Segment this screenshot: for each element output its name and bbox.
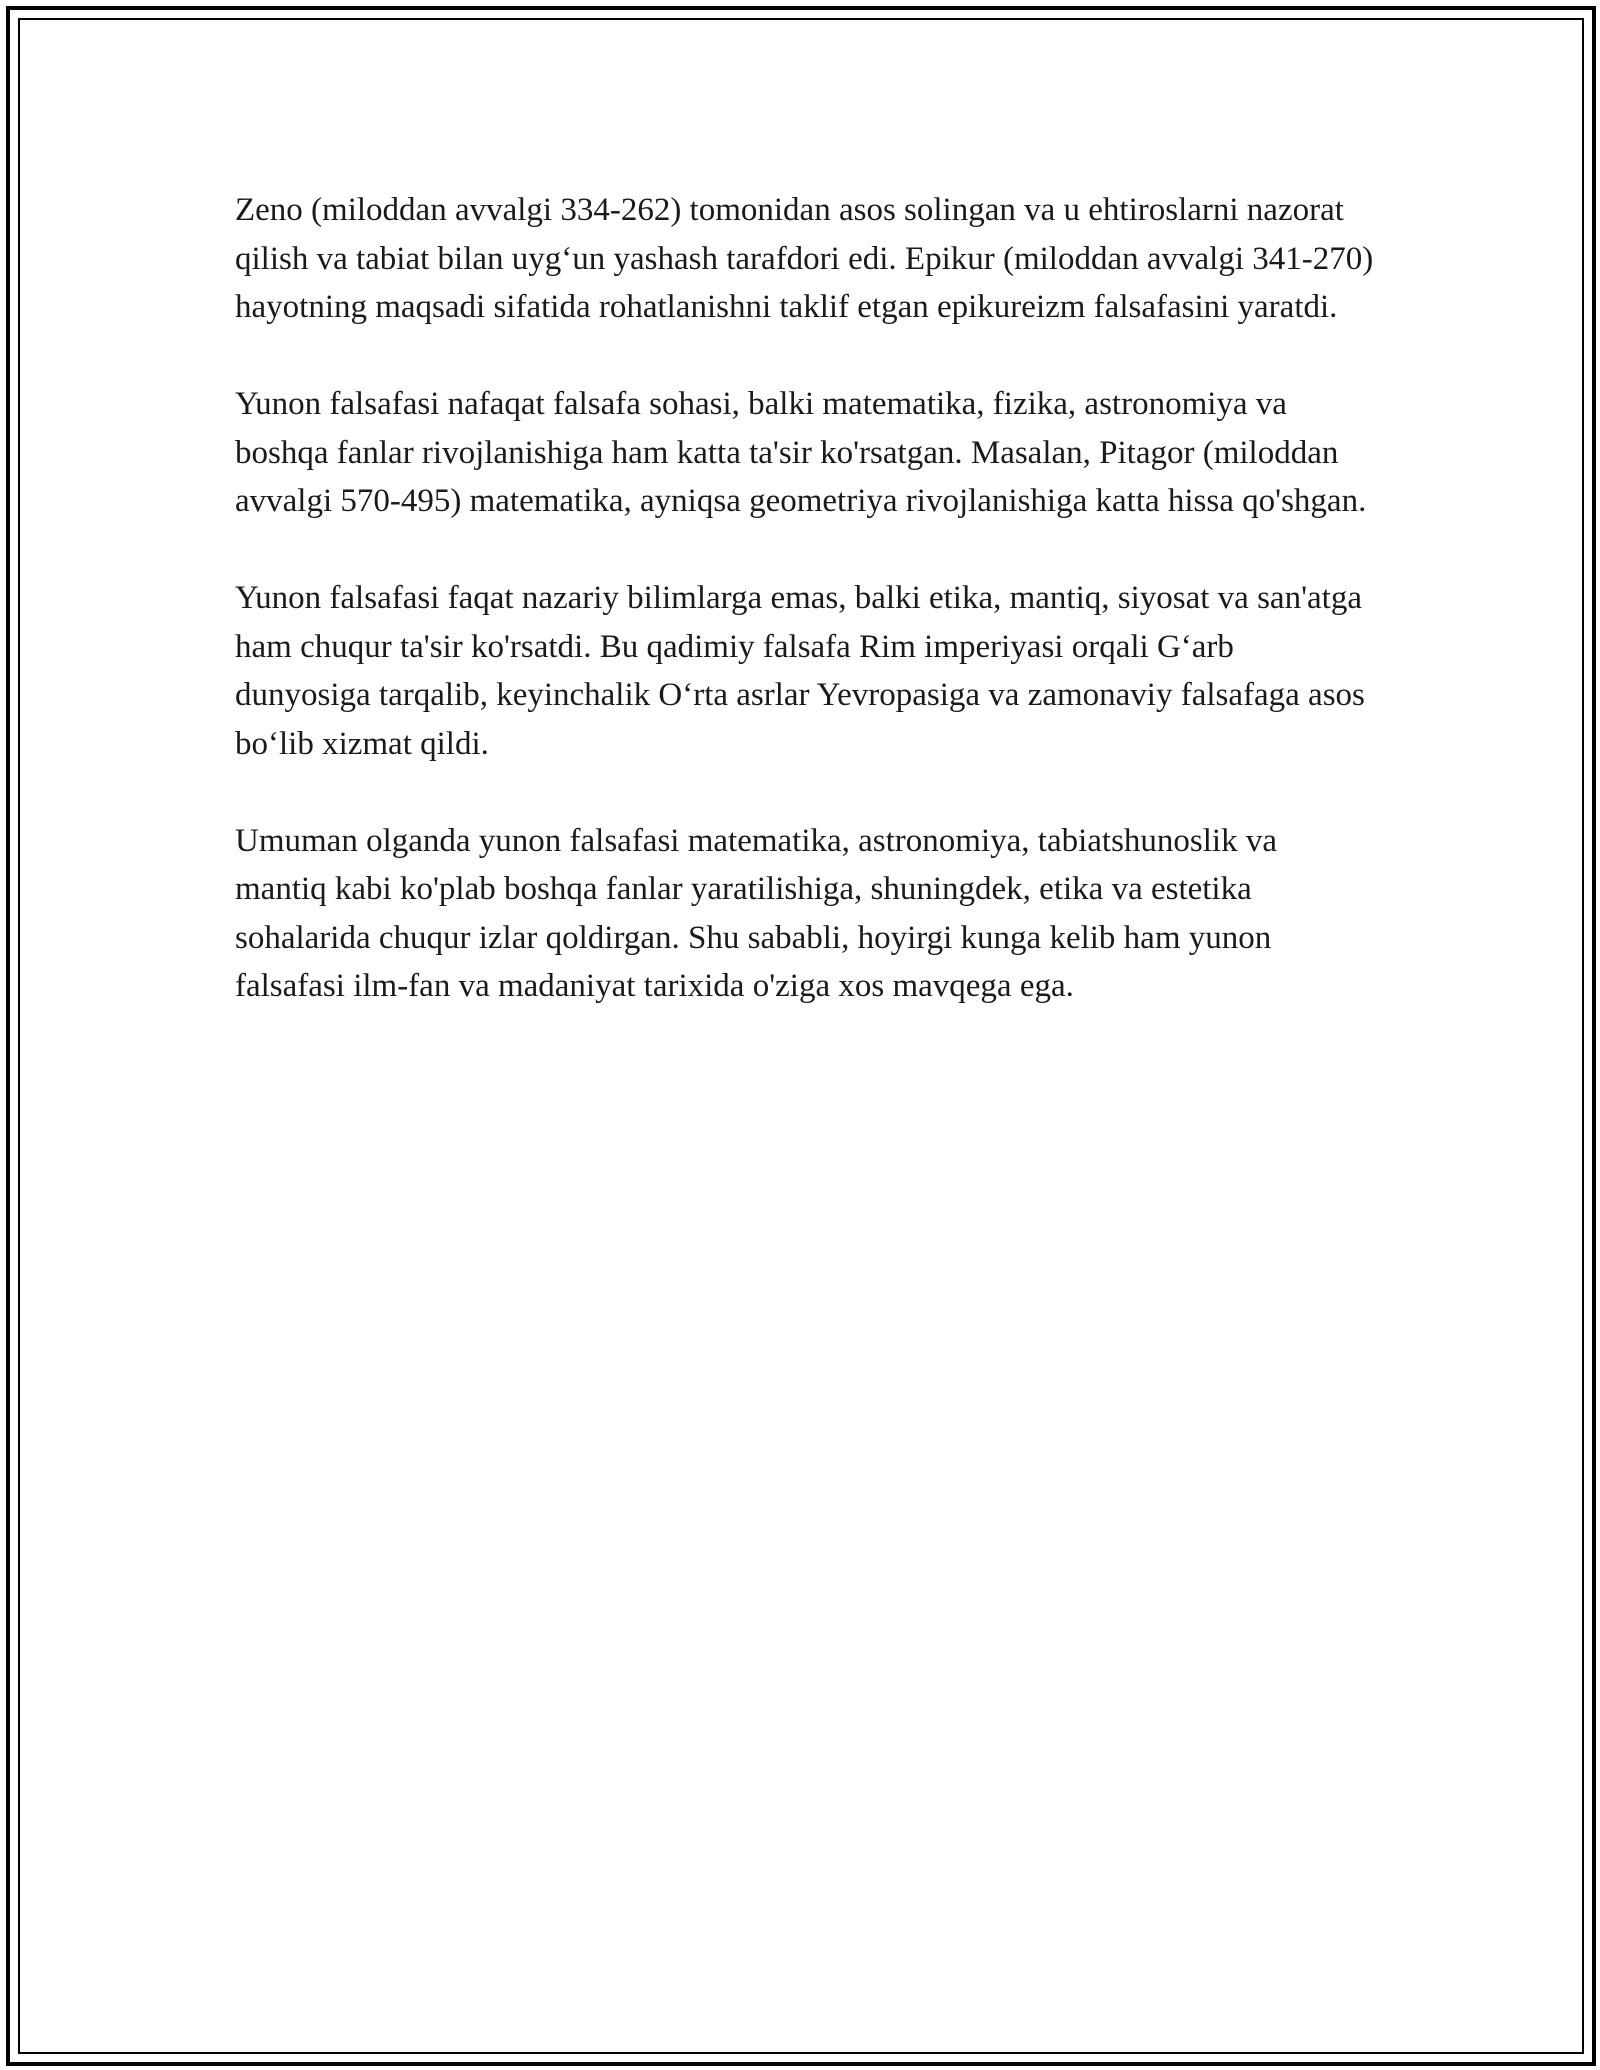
paragraph-4: Umuman olganda yunon falsafasi matematika, astronomiya, tabiatshunoslik va mantiq kabi ko'plab boshqa fanlar yaratilishiga, shuningdek, etika va estetika sohalarida chuqur izlar qoldirgan. Shu sababli, hoyirgi kunga kelib ham yunon falsafasi ilm-fan va madaniyat tarixida o'ziga xos mavqega ega. bbox=[235, 822, 1277, 1004]
paragraph-1: Zeno (miloddan avvalgi 334-262) tomonidan asos solingan va u ehtiroslarni nazorat qilish va tabiat bilan uygʻun yashash tarafdori edi. Epikur (miloddan avvalgi 341-270) hayotning maqsadi sifatida rohatlanishni taklif etgan epikureizm falsafasini yaratdi. bbox=[235, 192, 1374, 325]
document-body bbox=[235, 186, 1375, 1059]
paragraph-3: Yunon falsafasi faqat nazariy bilimlarga emas, balki etika, mantiq, siyosat va san'atga ham chuqur ta'sir ko'rsatdi. Bu qadimiy falsafa Rim imperiyasi orqali Gʻarb dunyosiga tarqalib, keyinchalik Oʻrta asrlar Yevropasiga va zamonaviy falsafaga asos boʻlib xizmat qildi. bbox=[235, 580, 1365, 762]
paragraph-2: Yunon falsafasi nafaqat falsafa sohasi, balki matematika, fizika, astronomiya va boshqa fanlar rivojlanishiga ham katta ta'sir ko'rsatgan. Masalan, Pitagor (miloddan avvalgi 570-495) matematika, ayniqsa geometriya rivojlanishiga katta hissa qo'shgan. bbox=[235, 386, 1367, 519]
